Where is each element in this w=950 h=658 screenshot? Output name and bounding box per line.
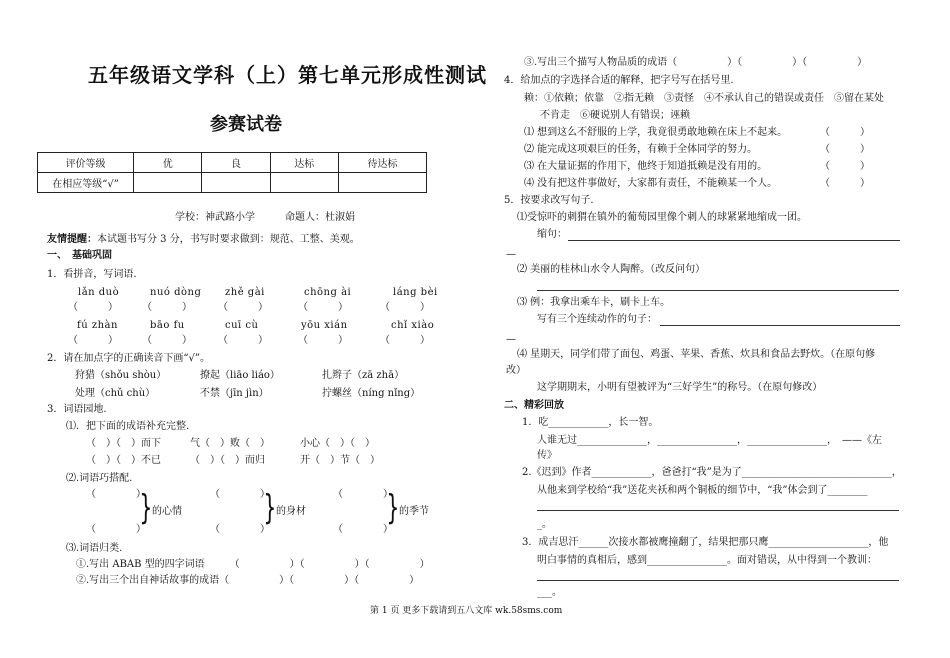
pinyin: cuī cù <box>225 320 259 331</box>
pinyin: yōu xián <box>301 320 348 331</box>
pinyin: bāo fu <box>150 320 185 331</box>
pinyin: lǎn duò <box>78 287 120 298</box>
grade-header: 评价等级 <box>38 153 134 173</box>
answer-paren[interactable]: （ ） <box>380 335 430 346</box>
definition-line: 赖：①依赖；依靠 ②指无赖 ③责怪 ④不承认自己的错误或责任 ⑤留在某处 <box>524 93 884 104</box>
question-1: 1．看拼音，写词语. <box>47 269 137 280</box>
q5-label: 缩句： <box>537 229 567 240</box>
dash: — <box>506 249 516 260</box>
grade-header: 待达标 <box>338 153 426 173</box>
author-line: 学校：神武路小学 命题人：杜淑娟 <box>175 212 355 223</box>
answer-paren[interactable]: （ ） <box>218 335 268 346</box>
q4-item: ⑷ 没有把这件事做好，大家都有责任，不能赖某一个人。 <box>524 178 778 189</box>
answer-paren[interactable]: （ ） <box>142 335 192 346</box>
recall-item-cont: _。 <box>537 519 552 530</box>
pinyin: chǐ xiào <box>391 320 435 331</box>
answer-paren[interactable]: （ ） <box>820 127 870 138</box>
grade-cell[interactable] <box>338 173 426 193</box>
brace-icon: } <box>386 488 400 528</box>
q4-item: ⑴ 想到这么不舒服的上学，我竟很勇敢地赖在床上不起来。 <box>524 127 788 138</box>
answer-paren[interactable]: （ ） <box>68 302 118 313</box>
question-4: 4．给加点的字选择合适的解释，把字号写在括号里. <box>504 75 734 86</box>
question-3: 3．词语园地. <box>47 404 107 415</box>
answer-paren[interactable]: （ ） <box>218 302 268 313</box>
match-paren[interactable]: （ ） <box>86 489 146 500</box>
grade-header: 优 <box>134 153 202 173</box>
brace-icon: } <box>139 488 153 528</box>
recall-item[interactable]: 从他来到学校给“我”送花夹袄和两个铜板的细节中，“我”体会到了________ <box>537 485 868 496</box>
answer-line[interactable] <box>537 580 899 581</box>
dash: — <box>506 334 516 345</box>
idiom-blank[interactable]: 小心（ ）（ ） <box>300 438 375 449</box>
match-label: 的身材 <box>276 506 306 517</box>
answer-line[interactable] <box>537 510 899 511</box>
question-2: 2．请在加点字的正确读音下画“√”。 <box>47 353 210 364</box>
recall-item-cont: ___。 <box>537 587 562 598</box>
idiom-blank[interactable]: （ ）（ ）不已 <box>86 455 161 466</box>
recall-item-cont: 传》 <box>537 450 557 461</box>
reading-item[interactable]: 撩起（liāo liáo） <box>200 370 280 381</box>
page-footer: 第 1 页 更多下载请到五八文库 wk.58sms.com <box>370 606 563 616</box>
match-paren[interactable]: （ ） <box>86 524 146 535</box>
recall-item[interactable]: 明白事情的真相后，感到________________。面对错误，从中得到一个教训： <box>537 555 877 566</box>
classify-item[interactable]: ③.写出三个描写人物品质的成语（ ）（ ）（ ） <box>524 57 868 68</box>
classify-item[interactable]: ②.写出三个出自神话故事的成语（ ）（ ）（ ） <box>76 575 420 586</box>
answer-paren[interactable]: （ ） <box>298 302 348 313</box>
pinyin: láng bèi <box>393 287 438 298</box>
pinyin: zhě gài <box>225 287 265 298</box>
grade-header: 达标 <box>270 153 338 173</box>
definition-line: 不肯走 ⑥硬说别人有错误；诬赖 <box>540 110 690 121</box>
recall-item[interactable]: 3．成吉思汗______次接水都被鹰撞翻了，结果把那只鹰____________________，他 <box>522 537 889 548</box>
q5-item: ⑴受惊吓的刺猬在镇外的葡萄园里像个刺人的球紧紧地缩成一团。 <box>517 212 807 223</box>
page-title: 五年级语文学科（上）第七单元形成性测试 <box>88 63 487 87</box>
recall-item[interactable]: 人谁无过______________，________________，________________， ——《左 <box>537 435 882 446</box>
question-5: 5．按要求改写句子. <box>504 195 594 206</box>
idiom-blank[interactable]: （ ）（ ）而下 <box>86 438 161 449</box>
q4-item: ⑶ 在大量证据的作用下，他终于知道抵赖是没有用的。 <box>524 161 768 172</box>
answer-paren[interactable]: （ ） <box>820 144 870 155</box>
answer-paren[interactable]: （ ） <box>298 335 348 346</box>
section-1-heading: 一、 基础巩固 <box>47 250 112 261</box>
match-paren[interactable]: （ ） <box>210 524 270 535</box>
reading-item[interactable]: 不禁（jīn jìn） <box>200 388 269 399</box>
classify-item[interactable]: ①.写出 ABAB 型的四字词语 （ ）（ ）（ ） <box>76 559 430 570</box>
q4-item: ⑵ 能完成这项艰巨的任务，有赖于全体同学的努力。 <box>524 144 758 155</box>
section-2-heading: 二、精彩回放 <box>504 400 564 411</box>
grade-cell[interactable] <box>202 173 270 193</box>
q5-item: ⑵ 美丽的桂林山水令人陶醉。（改反问句） <box>517 264 706 275</box>
answer-paren[interactable]: （ ） <box>380 302 430 313</box>
reading-item[interactable]: 处理（chǔ chù） <box>75 388 156 399</box>
reminder-text: 本试题书写分 3 分，书写时要求做到：规范、工整、美观。 <box>97 234 360 245</box>
match-label: 的季节 <box>399 506 429 517</box>
recall-item[interactable]: 1．吃____________，长一智。 <box>522 417 659 428</box>
match-paren[interactable]: （ ） <box>333 524 393 535</box>
idiom-blank[interactable]: 开（ ）节（ ） <box>300 455 380 466</box>
idiom-blank[interactable]: （ ）（ ）而归 <box>190 455 265 466</box>
match-paren[interactable]: （ ） <box>210 489 270 500</box>
pinyin: chōng ài <box>304 287 352 298</box>
grade-cell[interactable] <box>270 173 338 193</box>
reminder <box>47 235 360 245</box>
reading-item[interactable]: 扎辫子（zā zhā） <box>322 370 405 381</box>
q5-item-cont: 改） <box>506 365 526 376</box>
match-paren[interactable]: （ ） <box>333 489 393 500</box>
answer-line[interactable] <box>537 290 899 291</box>
answer-paren[interactable]: （ ） <box>68 335 118 346</box>
reminder-label: 友情提醒： <box>47 234 97 245</box>
grade-row-label: 在相应等级“√” <box>38 173 134 193</box>
q5-item: ⑷ 星期天，同学们带了面包、鸡蛋、苹果、香蕉、炊具和食品去野炊。（在原句修 <box>517 349 876 360</box>
answer-paren[interactable]: （ ） <box>820 161 870 172</box>
answer-line[interactable] <box>660 325 900 326</box>
q5-label: 写有三个连续动作的句子： <box>537 314 657 325</box>
answer-paren[interactable]: （ ） <box>820 178 870 189</box>
grade-table <box>37 152 427 193</box>
question-3-2: ⑵.词语巧搭配. <box>66 473 133 484</box>
reading-item[interactable]: 拧螺丝（níng nǐng） <box>322 388 421 399</box>
brace-icon: } <box>263 488 277 528</box>
q5-item: ⑶ 例：我拿出乘车卡，刷卡上车。 <box>517 297 671 308</box>
match-label: 的心情 <box>152 506 182 517</box>
answer-paren[interactable]: （ ） <box>142 302 192 313</box>
page-subtitle: 参赛试卷 <box>210 114 282 135</box>
grade-cell[interactable] <box>134 173 202 193</box>
recall-item[interactable]: 2.《迟到》作者____________，爸爸打“我”是为了______________________________， <box>522 467 902 478</box>
idiom-blank[interactable]: 气（ ）败（ ） <box>190 438 270 449</box>
question-3-1: ⑴．把下面的成语补充完整. <box>66 421 190 432</box>
q5-item: 这学期期末，小明有望被评为“三好学生”的称号。（在原句修改） <box>537 382 823 393</box>
answer-line[interactable] <box>568 240 900 241</box>
reading-item[interactable]: 狩猎（shǒu shòu） <box>75 370 167 381</box>
pinyin: fú zhàn <box>77 320 118 331</box>
pinyin: nuó dòng <box>150 287 202 298</box>
grade-header: 良 <box>202 153 270 173</box>
question-3-3: ⑶.词语归类. <box>66 543 123 554</box>
